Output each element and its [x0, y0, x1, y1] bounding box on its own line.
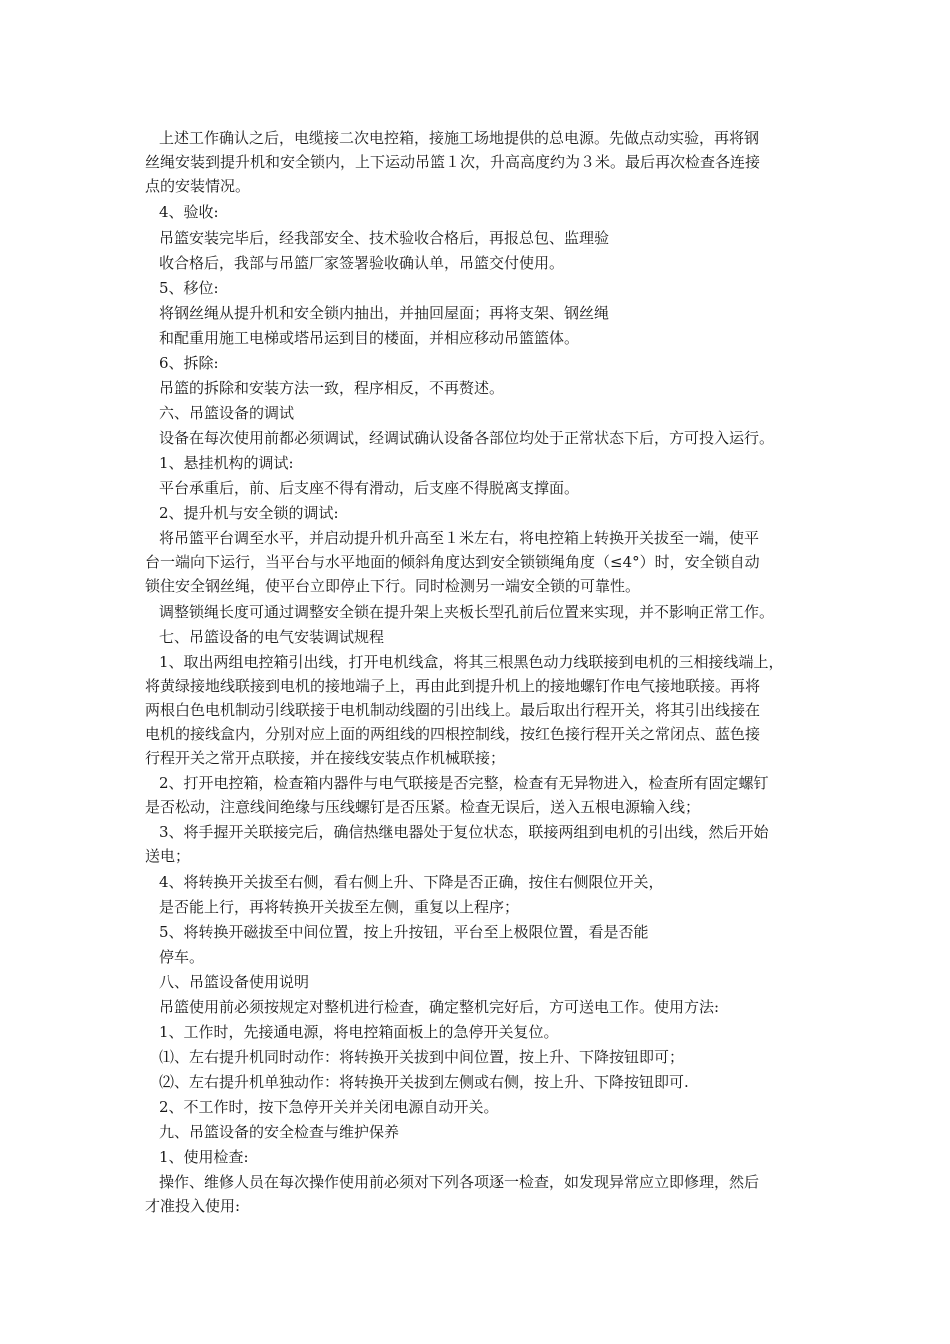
- paragraph-line: 吊篮安装完毕后，经我部安全、技术验收合格后，再报总包、监理验: [159, 229, 610, 247]
- paragraph-line: 将吊篮平台调至水平，并启动提升机升高至１米左右，将电控箱上转换开关拔至一端，使平: [159, 529, 760, 547]
- paragraph-line: 5、将转换开磁拔至中间位置，按上升按钮，平台至上极限位置，看是否能: [159, 923, 649, 941]
- paragraph-line: 锁住安全钢丝绳，使平台立即停止下行。同时检测另一端安全锁的可靠性。: [145, 577, 641, 595]
- section-heading: 5、移位:: [159, 279, 219, 297]
- section-heading: 6、拆除:: [159, 354, 219, 372]
- paragraph-line: ⑵、左右提升机单独动作：将转换开关拔到左侧或右侧，按上升、下降按钮即可.: [159, 1073, 689, 1091]
- paragraph-line: 台一端向下运行，当平台与水平地面的倾斜角度达到安全锁锁绳角度（≤4°）时，安全锁自动: [145, 553, 760, 571]
- paragraph-line: 电机的接线盒内，分别对应上面的两组线的四根控制线，按红色接行程开关之常闭点、蓝色接: [145, 725, 761, 743]
- paragraph-line: 调整锁绳长度可通过调整安全锁在提升架上夹板长型孔前后位置来实现，并不影响正常工作。: [159, 603, 775, 621]
- paragraph-line: 才准投入使用:: [145, 1197, 241, 1215]
- paragraph-line: 点的安装情况。: [145, 177, 251, 195]
- paragraph-line: 和配重用施工电梯或塔吊运到目的楼面，并相应移动吊篮篮体。: [159, 329, 580, 347]
- section-heading: 九、吊篮设备的安全检查与维护保养: [159, 1123, 400, 1141]
- section-heading: 4、验收:: [159, 203, 219, 221]
- section-heading: 1、使用检查:: [159, 1148, 249, 1166]
- paragraph-line: 行程开关之常开点联接，并在接线安装点作机械联接；: [145, 749, 506, 767]
- paragraph-line: 1、工作时，先接通电源，将电控箱面板上的急停开关复位。: [159, 1023, 559, 1041]
- section-heading: 1、悬挂机构的调试:: [159, 454, 294, 472]
- paragraph-line: 停车。: [159, 948, 205, 966]
- section-heading: 八、吊篮设备使用说明: [159, 973, 310, 991]
- paragraph-line: 3、将手握开关联接完后，确信热继电器处于复位状态，联接两组到电机的引出线，然后开始: [159, 823, 769, 841]
- section-heading: 七、吊篮设备的电气安装调试规程: [159, 628, 385, 646]
- paragraph-line: 两根白色电机制动引线联接于电机制动线圈的引出线上。最后取出行程开关，将其引出线接在: [145, 701, 761, 719]
- paragraph-line: 吊篮的拆除和安装方法一致，程序相反，不再赘述。: [159, 379, 505, 397]
- paragraph-line: 1、取出两组电控箱引出线，打开电机线盒，将其三根黑色动力线联接到电机的三相接线端上，: [159, 653, 784, 671]
- section-heading: 六、吊篮设备的调试: [159, 404, 295, 422]
- paragraph-line: 操作、维修人员在每次操作使用前必须对下列各项逐一检查，如发现异常应立即修理，然后: [159, 1173, 760, 1191]
- paragraph-line: 是否能上行，再将转换开关拔至左侧，重复以上程序；: [159, 898, 520, 916]
- paragraph-line: 4、将转换开关拔至右侧，看右侧上升、下降是否正确，按住右侧限位开关，: [159, 873, 664, 891]
- paragraph-line: 是否松动，注意线间绝缘与压线螺钉是否压紧。检查无误后，送入五根电源输入线；: [145, 798, 701, 816]
- paragraph-line: 上述工作确认之后，电缆接二次电控箱，接施工场地提供的总电源。先做点动实验，再将钢: [159, 129, 760, 147]
- paragraph-line: 丝绳安装到提升机和安全锁内，上下运动吊篮１次，升高高度约为３米。最后再次检查各连接: [145, 153, 761, 171]
- paragraph-line: 将钢丝绳从提升机和安全锁内抽出，并抽回屋面；再将支架、钢丝绳: [159, 304, 610, 322]
- paragraph-line: 吊篮使用前必须按规定对整机进行检查，确定整机完好后，方可送电工作。使用方法:: [159, 998, 720, 1016]
- paragraph-line: 设备在每次使用前都必须调试，经调试确认设备各部位均处于正常状态下后，方可投入运行。: [159, 429, 775, 447]
- paragraph-line: 将黄绿接地线联接到电机的接地端子上，再由此到提升机上的接地螺钉作电气接地联接。再将: [145, 677, 761, 695]
- paragraph-line: ⑴、左右提升机同时动作：将转换开关拔到中间位置，按上升、下降按钮即可；: [159, 1048, 685, 1066]
- paragraph-line: 收合格后，我部与吊篮厂家签署验收确认单，吊篮交付使用。: [159, 254, 565, 272]
- paragraph-line: 送电；: [145, 847, 191, 865]
- paragraph-line: 2、打开电控箱，检查箱内器件与电气联接是否完整，检查有无异物进入，检查所有固定螺钉: [159, 774, 769, 792]
- section-heading: 2、提升机与安全锁的调试:: [159, 504, 339, 522]
- paragraph-line: 2、不工作时，按下急停开关并关闭电源自动开关。: [159, 1098, 499, 1116]
- paragraph-line: 平台承重后，前、后支座不得有滑动，后支座不得脱离支撑面。: [159, 479, 580, 497]
